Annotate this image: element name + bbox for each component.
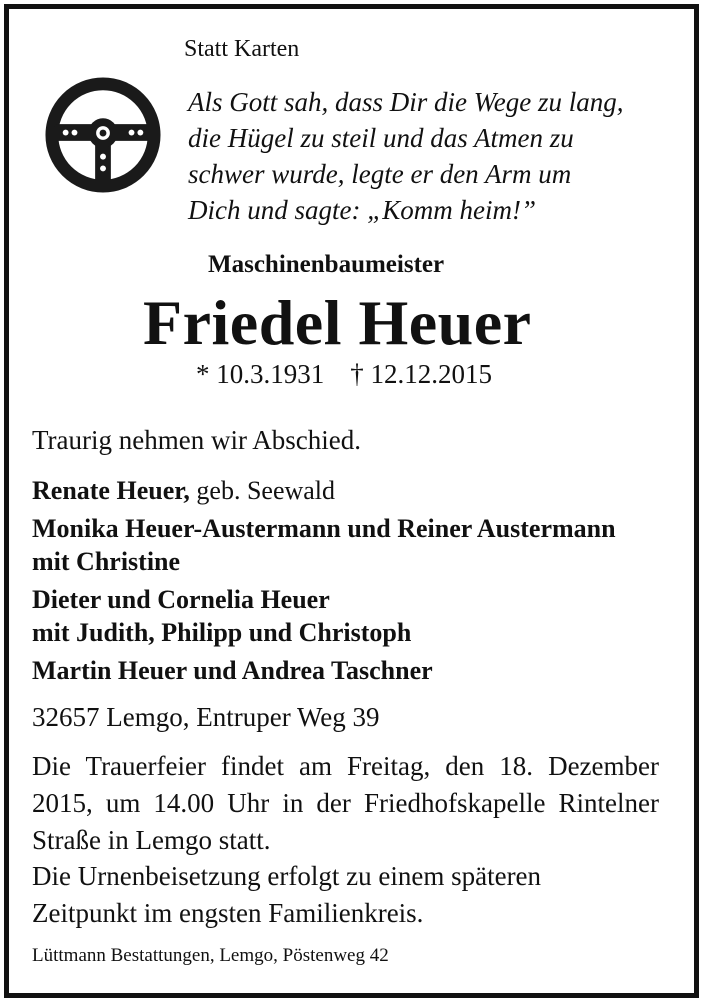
deceased-name: Friedel Heuer — [143, 287, 532, 358]
life-dates — [196, 359, 492, 390]
profession-label: Maschinenbaumeister — [208, 251, 445, 278]
mourner-line: Monika Heuer-Austermann und Reiner Austermann — [32, 514, 616, 543]
mourner-line — [32, 474, 616, 507]
ceremony-line: 2015, um 14.00 Uhr in der Friedhofskapelle Rintelner — [32, 788, 659, 818]
death-date: † 12.12.2015 — [350, 359, 492, 389]
urn-notice — [32, 858, 541, 932]
birth-date: * 10.3.1931 — [196, 359, 325, 389]
mourner-name: Renate Heuer, — [32, 476, 190, 505]
verse-line: Als Gott sah, dass Dir die Wege zu lang, — [188, 87, 624, 117]
ceremony-line: Straße in Lemgo statt. — [32, 825, 271, 855]
verse-line: die Hügel zu steil und das Atmen zu — [188, 123, 574, 153]
urn-line: Zeitpunkt im engsten Familienkreis. — [32, 898, 424, 928]
mourner-line: mit Christine — [32, 547, 181, 576]
farewell-text: Traurig nehmen wir Abschied. — [32, 425, 361, 455]
urn-line: Die Urnenbeisetzung erfolgt zu einem späteren — [32, 861, 542, 891]
verse-line: schwer wurde, legte er den Arm um — [188, 159, 572, 189]
ceremony-notice — [32, 748, 659, 859]
statt-karten-label: Statt Karten — [184, 36, 300, 62]
mourner-line: Martin Heuer und Andrea Taschner — [32, 656, 433, 685]
ceremony-line: Die Trauerfeier findet am Freitag, den 18. Dezember — [32, 751, 659, 781]
poem-verse — [188, 84, 624, 228]
mourners-list — [32, 474, 616, 687]
steering-wheel-icon — [44, 76, 162, 194]
maiden-name: geb. Seewald — [189, 476, 336, 505]
mourner-line: Dieter und Cornelia Heuer — [32, 585, 330, 614]
verse-line: Dich und sagte: „Komm heim!” — [188, 195, 536, 225]
mourner-line: mit Judith, Philipp und Christoph — [32, 618, 412, 647]
undertaker-info: Lüttmann Bestattungen, Lemgo, Pöstenweg 42 — [32, 945, 389, 966]
family-address: 32657 Lemgo, Entruper Weg 39 — [32, 702, 380, 732]
